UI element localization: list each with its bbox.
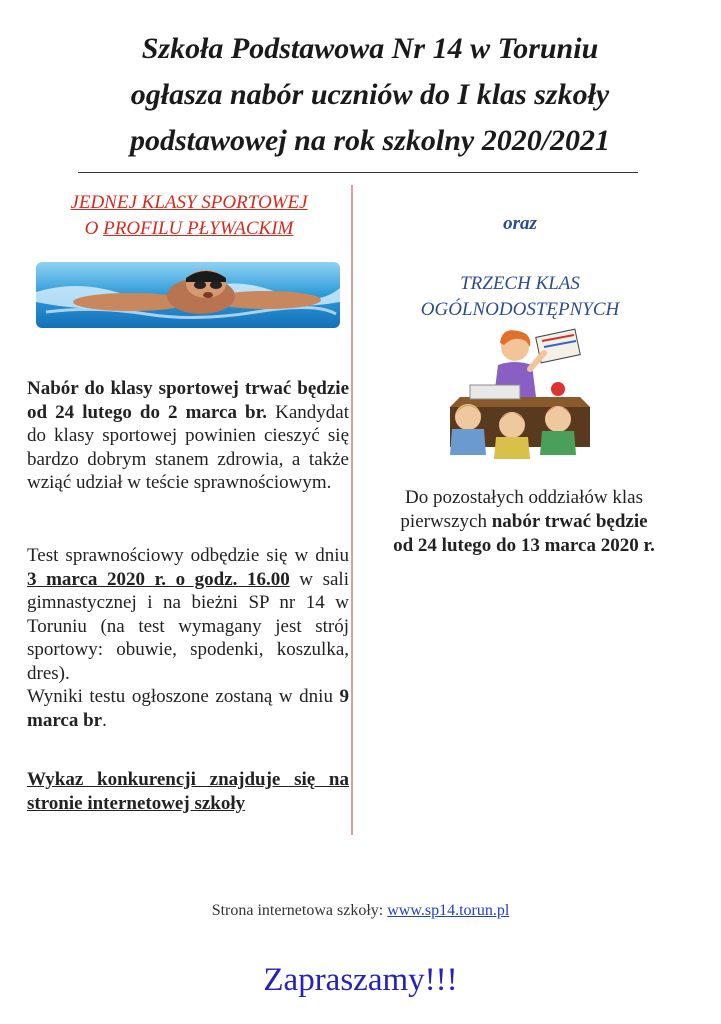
column-divider (351, 185, 353, 835)
general-classes-heading (390, 271, 650, 323)
fitness-results-date: 9 marca br (27, 686, 349, 731)
title-line-3: podstawowej na rok szkolny 2020/2021 (129, 124, 611, 157)
sports-enrollment-dates: Nabór do klasy sportowej trwać będzie od 24 lutego do 2 marca br. (27, 378, 349, 423)
title-line-1: Szkoła Podstawowa Nr 14 w Toruniu (141, 32, 599, 65)
sports-class-heading (30, 190, 348, 242)
website-footer (0, 902, 721, 920)
closing-invitation: Zapraszamy!!! (263, 962, 458, 998)
swimmer-image (36, 262, 340, 328)
title-line-2: ogłasza nabór uczniów do I klas szkoły (130, 78, 610, 111)
sports-heading-line-1: JEDNEJ KLASY SPORTOWEJ (70, 192, 308, 213)
oraz-label: oraz (503, 213, 537, 234)
fitness-test-text-b: w sali gimnastycznej i na bieżni SP nr 14 w Toruniu (na test wymagany jest strój sportowy: obuwie, spodenki, koszulka, dres). (27, 568, 349, 684)
general-enrollment-text: Do pozostałych oddziałów klas pierwszych (400, 487, 643, 532)
general-enrollment-paragraph (368, 486, 680, 558)
fitness-test-date: 3 marca 2020 r. o godz. 16.00 (27, 568, 290, 590)
website-link[interactable]: www.sp14.torun.pl (387, 902, 510, 919)
fitness-test-paragraph (27, 544, 349, 732)
competition-list-note: Wykaz konkurencji znajduje się na stronie internetowej szkoły (27, 769, 349, 814)
fitness-results-end: . (102, 709, 107, 731)
sports-enrollment-paragraph (27, 377, 349, 495)
general-heading-line-1: TRZECH KLAS (460, 273, 580, 294)
teacher-class-illustration (440, 325, 595, 465)
sports-candidate-text: Kandydat do klasy sportowej powinien cieszyć się bardzo dobrym stanem zdrowia, a także wziąć udział w teście sprawnościowym. (27, 401, 349, 493)
website-label: Strona internetowa szkoły: (211, 902, 388, 919)
fitness-test-text-a: Test sprawnościowy odbędzie się w dniu (27, 545, 349, 566)
title-divider (78, 172, 638, 173)
general-heading-line-2: OGÓLNODOSTĘPNYCH (420, 299, 620, 320)
sports-heading-prefix: O (84, 218, 104, 239)
general-enrollment-bold-1: nabór trwać będzie (491, 511, 648, 532)
sports-heading-profile: PROFILU PŁYWACKIM (103, 218, 294, 239)
general-enrollment-dates: od 24 lutego do 13 marca 2020 r. (393, 535, 655, 556)
page-title (60, 26, 680, 164)
sports-heading-line-2 (30, 216, 348, 242)
fitness-results-text: Wyniki testu ogłoszone zostaną w dniu (27, 686, 340, 707)
